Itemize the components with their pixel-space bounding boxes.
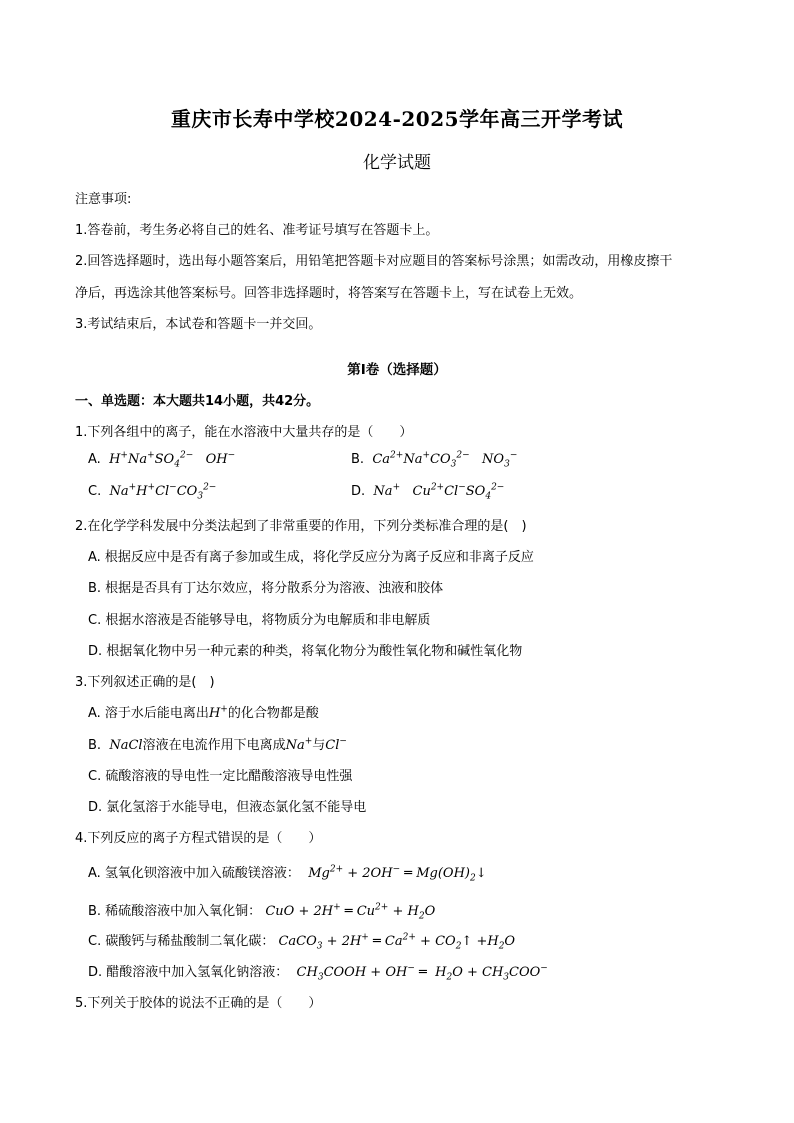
q4-d-text: D. 醋酸溶液中加入氢氧化钠溶液： <box>88 965 289 980</box>
q2-stem: 2.在化学学科发展中分类法起到了非常重要的作用，下列分类标准合理的是( ) <box>75 519 527 534</box>
q1-option-a <box>88 450 236 470</box>
q4-option-d <box>88 961 548 983</box>
q1-c-formula: $Na^+H^+Cl^-CO_3^{2-}$ <box>105 482 217 502</box>
notice-item-3: 3.考试结束后，本试卷和答题卡一并交回。 <box>75 317 322 332</box>
q3-b-mid: 溶液在电流作用下电离成 <box>142 738 286 753</box>
q1-b-formula: $Ca^{2+}Na^+CO_3^{2-}$ $NO_3^-$ <box>368 450 518 470</box>
q2-option-a: A. 根据反应中是否有离子参加或生成，将化学反应分为离子反应和非离子反应 <box>88 550 534 565</box>
q3-option-c: C. 硫酸溶液的导电性一定比醋酸溶液导电性强 <box>88 769 353 784</box>
q3-b-and: 与 <box>312 738 326 753</box>
q1-a-formula: $H^+Na^+SO_4^{2-}$ OH− <box>104 450 236 470</box>
section-title: 第I卷（选择题） <box>347 362 447 378</box>
q4-stem: 4.下列反应的离子方程式错误的是（ ） <box>75 831 322 846</box>
q1-option-b <box>351 450 518 470</box>
q4-d-equation: $CH_3COOH + OH^-$ ═ $H_2O + CH_3COO^-$ <box>292 963 548 983</box>
q1-d-formula: Na+ $Cu^{2+}Cl^-SO_4^{2-}$ <box>369 482 505 502</box>
q3-option-b <box>88 734 347 753</box>
q4-a-text: A. 氢氧化钡溶液中加入硫酸镁溶液： <box>88 866 300 881</box>
q4-option-a <box>88 862 487 884</box>
notice-heading: 注意事项: <box>75 192 132 207</box>
part-title: 一、单选题：本大题共14小题，共42分。 <box>75 394 320 409</box>
q3-a-ion: H+ <box>208 704 228 721</box>
q1-c-label: C. <box>88 484 102 499</box>
q4-option-b <box>88 900 436 922</box>
q3-stem: 3.下列叙述正确的是( ) <box>75 675 215 690</box>
q4-c-equation: CaCO$_3$ + 2H+ ═ $Ca^{2+}$ + $CO_2↑ +H_2O$ <box>278 932 516 952</box>
q1-option-d <box>351 482 505 502</box>
q2-option-b: B. 根据是否具有丁达尔效应，将分散系分为溶液、浊液和胶体 <box>88 581 444 596</box>
q4-b-text: B. 稀硫酸溶液中加入氧化铜： <box>88 904 262 919</box>
q1-option-c <box>88 482 217 502</box>
q1-b-label: B. <box>351 452 365 467</box>
q3-a-post: 的化合物都是酸 <box>227 706 319 721</box>
q1-a-label: A. <box>88 452 101 467</box>
notice-item-1: 1.答卷前，考生务必将自己的姓名、准考证号填写在答题卡上。 <box>75 223 439 238</box>
q4-b-equation: CuO + 2H+ ═ $Cu^{2+} + H_2O$ <box>265 902 436 922</box>
q2-option-d: D. 根据氧化物中另一种元素的种类，将氧化物分为酸性氧化物和碱性氧化物 <box>88 644 523 659</box>
q1-d-label: D. <box>351 484 366 499</box>
q3-option-a <box>88 702 319 721</box>
q3-b-compound: NaCl <box>105 738 143 753</box>
q3-option-d: D. 氯化氢溶于水能导电，但液态氯化氢不能导电 <box>88 800 367 815</box>
q3-b-label: B. <box>88 738 102 753</box>
q3-b-ion-1: Na+ <box>285 736 313 753</box>
q2-option-c: C. 根据水溶液是否能够导电，将物质分为电解质和非电解质 <box>88 613 431 628</box>
q4-option-c <box>88 930 516 952</box>
q3-a-pre: A. 溶于水后能电离出 <box>88 706 209 721</box>
exam-subtitle: 化学试题 <box>363 153 431 173</box>
q3-b-ion-2: Cl− <box>325 736 347 753</box>
q4-a-equation: $Mg^{2+} + 2OH^-$ ═ $Mg(OH)_2↓$ <box>304 864 487 884</box>
notice-item-2-line-1: 2.回答选择题时，选出每小题答案后，用铅笔把答题卡对应题目的答案标号涂黑；如需改动，用橡皮擦干 <box>75 254 673 269</box>
exam-title: 重庆市长寿中学校2024-2025学年高三开学考试 <box>170 107 624 131</box>
q4-c-text: C. 碳酸钙与稀盐酸制二氧化碳： <box>88 934 275 949</box>
q5-stem: 5.下列关于胶体的说法不正确的是（ ） <box>75 996 322 1011</box>
q1-stem: 1.下列各组中的离子，能在水溶液中大量共存的是（ ） <box>75 425 413 440</box>
notice-item-2-line-2: 净后，再选涂其他答案标号。回答非选择题时，将答案写在答题卡上，写在试卷上无效。 <box>75 286 583 301</box>
